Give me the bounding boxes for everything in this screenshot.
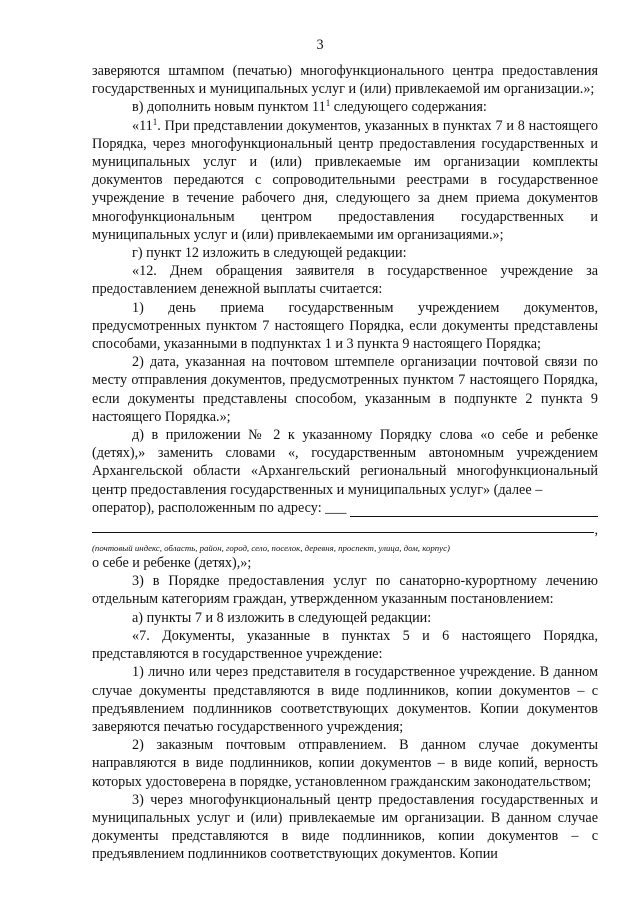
paragraph: 2) заказным почтовым отправлением. В данном случае документы направляются в виде подлинников, копии документов – в виде копий, верность которых удостоверена в порядке, установленном гражданским законодательством; [92, 737, 598, 790]
paragraph: о себе и ребенке (детях),»; [92, 555, 252, 572]
paragraph: 3) через многофункциональный центр предоставления государственных и муниципальных услуг и (или) привлекаемые им организации. В данном случае документы представляются в виде подлинников, копии документов – с предъявлением подлинников соответствующих документов. Копии [92, 791, 598, 863]
address-caption: (почтовый индекс, область, район, город, село, поселок, деревня, проспект, улица, дом, корпус) [92, 543, 450, 554]
paragraph: г) пункт 12 изложить в следующей редакции: [132, 245, 407, 262]
comma: , [594, 522, 598, 539]
address-blank-row [92, 521, 598, 543]
paragraph [92, 98, 598, 116]
page-number: 3 [316, 37, 324, 53]
address-fill-row [92, 499, 598, 517]
paragraph: а) пункты 7 и 8 изложить в следующей редакции: [132, 609, 432, 626]
text-run: в) дополнить новым пунктом 11 [132, 99, 326, 116]
address-blank-line [350, 502, 598, 517]
paragraph [92, 117, 598, 244]
paragraph: заверяются штампом (печатью) многофункционального центра предоставления государственных и муниципальных услуг и (или) привлекаемой им организации.»; [92, 63, 598, 98]
paragraph: 1) лично или через представителя в государственное учреждение. В данном случае документы представляются в виде подлинников, копии документов – с предъявлением подлинников соответствующих документов. Копии документов заверяются печатью государственного учреждения; [92, 664, 598, 735]
paragraph: 3) в Порядке предоставления услуг по санаторно-курортному лечению отдельным категориям граждан, утвержденном указанным постановлением: [92, 573, 598, 608]
superscript: 1 [325, 98, 331, 109]
text-run: следующего содержания: [330, 99, 487, 116]
paragraph: «12. Днем обращения заявителя в государственное учреждение за предоставлением денежной выплаты считается: [92, 263, 598, 298]
paragraph: д) в приложении № 2 к указанному Порядку слова «о себе и ребенке (детях),» заменить словами «, государственным автономным учреждением Архангельской области «Архангельский региональный многофункциональный центр предоставления государственных и муниципальных услуг» (далее – [92, 427, 598, 498]
text-run: . При представлении документов, указанных в пунктах 7 и 8 настоящего Порядка, через многофункциональный центр предоставления государственных и муниципальных услуг и (или) привлекаемые им организации комплекты документов передаются с сопроводительными реестрами в государственное учреждение в течение рабочего дня, следующего за днем приема документов многофункциональным центром предоставления государственных и муниципальных услуг и (или) привлекаемыми им организациями.»; [92, 117, 598, 243]
address-blank-line [92, 532, 594, 533]
paragraph: «7. Документы, указанные в пунктах 5 и 6 настоящего Порядка, представляются в государственное учреждение: [92, 627, 598, 663]
text-run: оператор), расположенным по адресу: ___ [92, 499, 347, 516]
paragraph: 1) день приема государственным учреждением документов, предусмотренных пунктом 7 настоящего Порядка, если документы представлены способами, указанными в подпунктах 1 и 3 пункта 9 настоящего Порядка; [92, 299, 598, 353]
document-body [92, 62, 598, 864]
text-run: «11 [132, 117, 153, 134]
paragraph: 2) дата, указанная на почтовом штемпеле организации почтовой связи по месту отправления документов, предусмотренных пунктом 7 настоящего Порядка, если документы представлены способом, указанным в подпункте 2 пункта 9 настоящего Порядка.»; [92, 354, 598, 425]
superscript: 1 [152, 116, 158, 127]
